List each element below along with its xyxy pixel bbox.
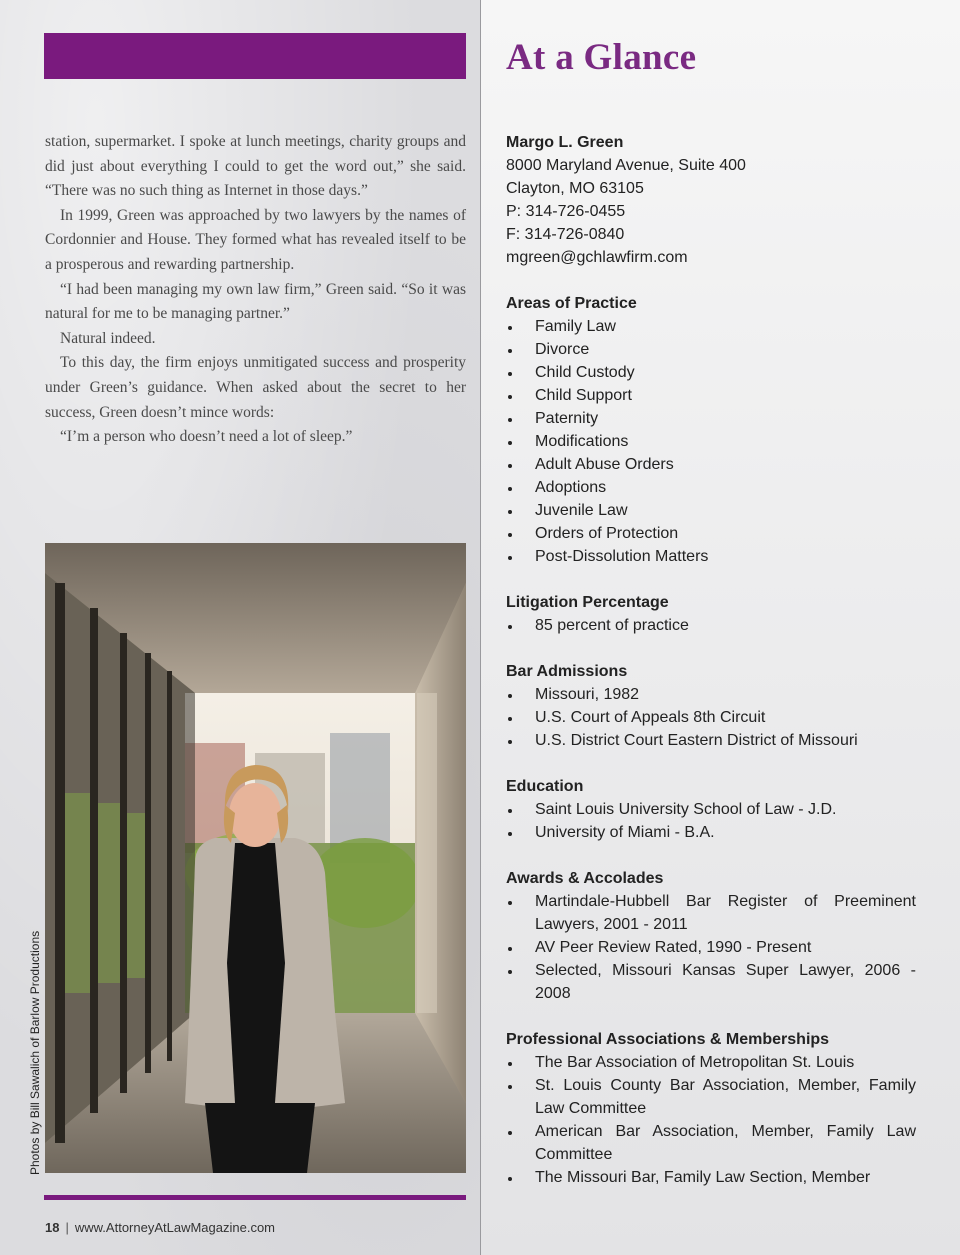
header-color-bar (44, 33, 466, 79)
article-body (45, 130, 466, 450)
website-link[interactable]: www.AttorneyAtLawMagazine.com (74, 1220, 276, 1235)
portrait-photo (45, 543, 466, 1173)
article-paragraph: “I had been managing my own law firm,” Green said. “So it was natural for me to be managing partner.” (45, 280, 466, 323)
contact-name: Margo L. Green (506, 134, 624, 151)
list-item: Martindale-Hubbell Bar Register of Preeminent Lawyers, 2001 - 2011 (506, 890, 916, 936)
section-title: Professional Associations & Memberships (506, 1031, 830, 1048)
list-item: The Bar Association of Metropolitan St. Louis (506, 1051, 916, 1074)
article-paragraph: Natural indeed. (60, 329, 156, 347)
contact-fax: F: 314-726-0840 (506, 226, 625, 243)
section-list (506, 683, 916, 752)
section-title: Bar Admissions (506, 663, 628, 680)
list-item: Child Support (506, 384, 916, 407)
contact-address-line2: Clayton, MO 63105 (506, 180, 644, 197)
article-paragraph: “I’m a person who doesn’t need a lot of sleep.” (60, 428, 353, 446)
list-item: University of Miami - B.A. (506, 821, 916, 844)
list-item: Juvenile Law (506, 499, 916, 522)
page-number: 18 (45, 1220, 60, 1235)
section-title: Litigation Percentage (506, 594, 669, 611)
list-item: U.S. District Court Eastern District of Missouri (506, 729, 916, 752)
list-item: St. Louis County Bar Association, Member, Family Law Committee (506, 1074, 916, 1120)
list-item: Adoptions (506, 476, 916, 499)
article-paragraph: In 1999, Green was approached by two lawyers by the names of Cordonnier and House. They formed what has revealed itself to be a prosperous and rewarding partnership. (45, 206, 466, 273)
list-item: Adult Abuse Orders (506, 453, 916, 476)
section-gap (506, 269, 916, 292)
section-title: Awards & Accolades (506, 870, 664, 887)
list-item: 85 percent of practice (506, 614, 916, 637)
list-item: Selected, Missouri Kansas Super Lawyer, 2006 - 2008 (506, 959, 916, 1005)
section-gap (506, 1005, 916, 1028)
glance-info (506, 131, 916, 1189)
section-gap (506, 844, 916, 867)
contact-phone: P: 314-726-0455 (506, 203, 626, 220)
contact-address-line1: 8000 Maryland Avenue, Suite 400 (506, 157, 746, 174)
list-item: U.S. Court of Appeals 8th Circuit (506, 706, 916, 729)
page-footer (45, 1220, 275, 1235)
section-title: Areas of Practice (506, 295, 637, 312)
section-title: Education (506, 778, 584, 795)
at-a-glance-title: At a Glance (506, 37, 697, 78)
section-list (506, 890, 916, 1005)
glance-sections (506, 269, 916, 1189)
photo-credit: Photos by Bill Sawalich of Barlow Productions (28, 930, 42, 1175)
list-item: The Missouri Bar, Family Law Section, Member (506, 1166, 916, 1189)
footer-separator: | (65, 1220, 69, 1235)
section-list (506, 614, 916, 637)
list-item: Post-Dissolution Matters (506, 545, 916, 568)
section-list (506, 798, 916, 844)
list-item: Paternity (506, 407, 916, 430)
list-item: Divorce (506, 338, 916, 361)
section-gap (506, 637, 916, 660)
contact-email[interactable]: mgreen@gchlawfirm.com (506, 249, 688, 266)
footer-color-bar (44, 1195, 466, 1200)
list-item: Orders of Protection (506, 522, 916, 545)
article-paragraph: To this day, the firm enjoys unmitigated success and prosperity under Green’s guidance. When asked about the secret to her success, Green doesn’t mince words: (45, 354, 466, 421)
list-item: Child Custody (506, 361, 916, 384)
section-list (506, 315, 916, 568)
section-gap (506, 568, 916, 591)
list-item: Missouri, 1982 (506, 683, 916, 706)
list-item: American Bar Association, Member, Family Law Committee (506, 1120, 916, 1166)
list-item: Saint Louis University School of Law - J.D. (506, 798, 916, 821)
article-paragraph: station, supermarket. I spoke at lunch meetings, charity groups and did just about everything I could to get the word out,” she said. “There was no such thing as Internet in those days.” (45, 133, 466, 200)
section-gap (506, 752, 916, 775)
list-item: Family Law (506, 315, 916, 338)
section-list (506, 1051, 916, 1189)
list-item: Modifications (506, 430, 916, 453)
list-item: AV Peer Review Rated, 1990 - Present (506, 936, 916, 959)
